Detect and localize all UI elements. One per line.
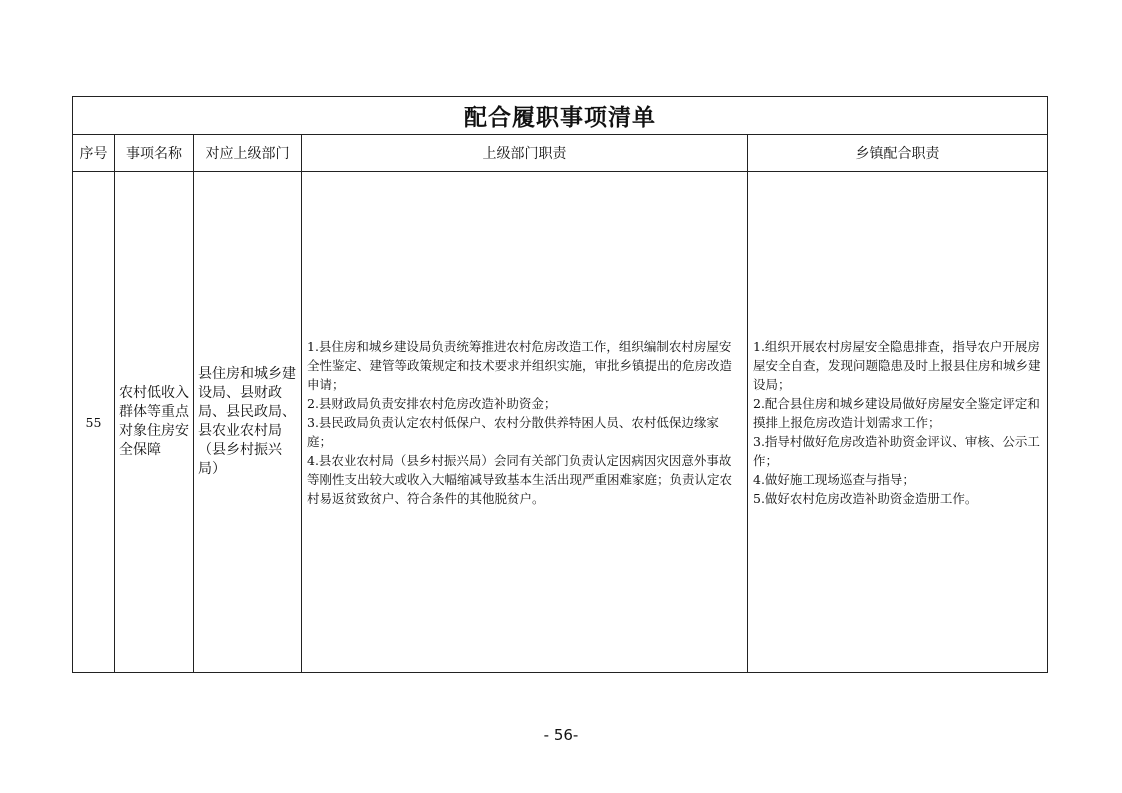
table-title: 配合履职事项清单 xyxy=(73,97,1048,135)
header-index: 序号 xyxy=(73,135,115,172)
upper-duty-item: 4.县农业农村局（县乡村振兴局）会同有关部门负责认定因病因灾因意外事故等刚性支出较大或收入大幅缩减导致基本生活出现严重困难家庭；负责认定农村易返贫致贫户、符合条件的其他脱贫户。 xyxy=(307,452,733,506)
town-duty-item: 4.做好施工现场巡查与指导； xyxy=(753,471,915,487)
row-upper-duties xyxy=(302,172,748,673)
upper-duty-item: 1.县住房和城乡建设局负责统筹推进农村危房改造工作，组织编制农村房屋安全性鉴定、建管等政策规定和技术要求并组织实施，审批乡镇提出的危房改造申请； xyxy=(307,338,733,392)
header-upper-duties: 上级部门职责 xyxy=(302,135,748,172)
row-upper-dept: 县住房和城乡建设局、县财政局、县民政局、县农业农村局（县乡村振兴局） xyxy=(194,172,302,673)
town-duty-item: 1.组织开展农村房屋安全隐患排查，指导农户开展房屋安全自查，发现问题隐患及时上报县住房和城乡建设局； xyxy=(753,338,1041,392)
header-upper-dept: 对应上级部门 xyxy=(194,135,302,172)
header-row xyxy=(73,135,1048,172)
header-item-name: 事项名称 xyxy=(115,135,194,172)
town-duty-item: 2.配合县住房和城乡建设局做好房屋安全鉴定评定和摸排上报危房改造计划需求工作； xyxy=(753,395,1040,430)
town-duty-item: 5.做好农村危房改造补助资金造册工作。 xyxy=(753,490,978,506)
header-town-duties: 乡镇配合职责 xyxy=(748,135,1048,172)
upper-duty-item: 2.县财政局负责安排农村危房改造补助资金； xyxy=(307,395,557,411)
upper-duty-item: 3.县民政局负责认定农村低保户、农村分散供养特困人员、农村低保边缘家庭； xyxy=(307,414,719,449)
page-number: - 56- xyxy=(543,726,579,744)
duties-table xyxy=(72,96,1048,673)
row-index: 55 xyxy=(73,172,115,673)
row-town-duties xyxy=(748,172,1048,673)
row-item-name: 农村低收入群体等重点对象住房安全保障 xyxy=(115,172,194,673)
title-row xyxy=(73,97,1048,135)
table-row xyxy=(73,172,1048,673)
town-duty-item: 3.指导村做好危房改造补助资金评议、审核、公示工作； xyxy=(753,433,1040,468)
